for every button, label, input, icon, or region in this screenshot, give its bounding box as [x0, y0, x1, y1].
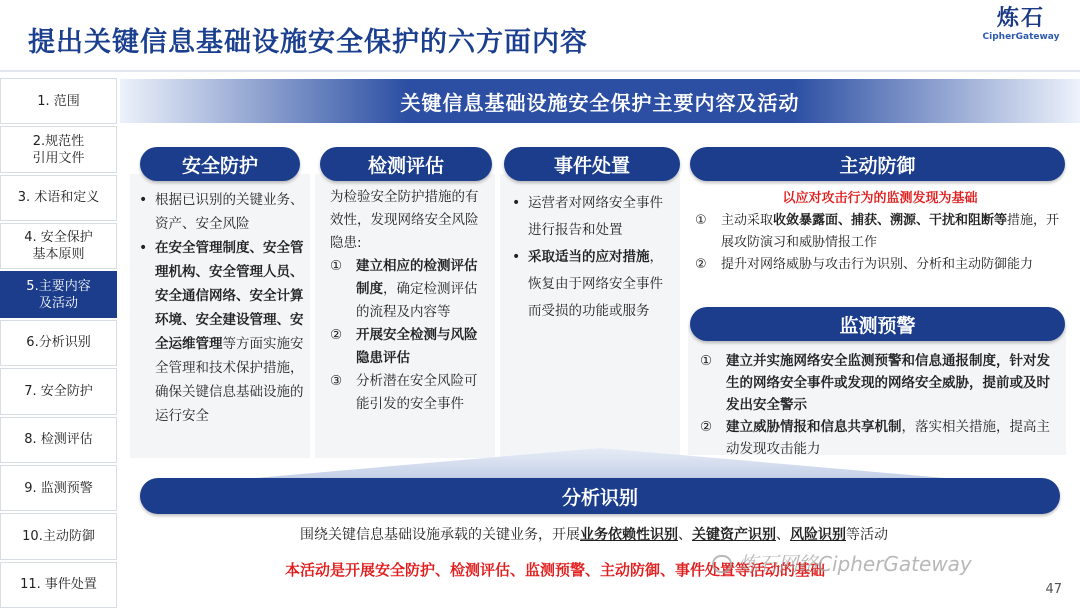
list-item: ① 建立并实施网络安全监测预警和信息通报制度，针对发生的网络安全事件或发现的网络安全威胁，提前或及时发出安全警示	[700, 353, 1050, 413]
heading-monitoring-warning: 监测预警	[690, 307, 1065, 341]
sidebar-item-protection[interactable]	[0, 368, 117, 414]
analysis-description: 围绕关键信息基础设施承载的关键业务，开展业务依赖性识别、关键资产识别、风险识别等活动	[300, 527, 888, 543]
sidebar-item-label: 2.规范性 引用文件	[32, 133, 85, 166]
title-divider	[0, 70, 1080, 72]
list-item: ① 建立相应的检测评估制度，确定检测评估的流程及内容等	[330, 258, 478, 320]
list-item: • 根据已识别的关键业务、资产、安全风险	[135, 188, 310, 236]
sidebar-item-normative-references[interactable]	[0, 126, 117, 172]
list-item: ② 开展安全检测与风险隐患评估	[330, 327, 478, 366]
brand-logo	[976, 6, 1066, 42]
heading-detection-assessment: 检测评估	[320, 147, 492, 181]
list-incident-handling	[508, 190, 673, 325]
block-active-defense	[695, 188, 1065, 276]
page-number: 47	[1045, 582, 1062, 597]
heading-security-protection: 安全防护	[140, 147, 300, 181]
sidebar-item-label: 9. 监测预警	[24, 480, 93, 496]
sidebar-item-label: 8. 检测评估	[24, 432, 93, 448]
watermark-text: 炼石网络CipherGateway	[738, 552, 972, 576]
list-item: ② 建立威胁情报和信息共享机制，落实相关措施，提高主动发现攻击能力	[700, 419, 1050, 457]
heading-incident-handling: 事件处置	[504, 147, 680, 181]
list-item: • 在安全管理制度、安全管理机构、安全管理人员、安全通信网络、安全计算环境、安全建设管理、安全运维管理等方面实施安全管理和技术保护措施，确保关键信息基础设施的运行安全	[135, 236, 310, 428]
sidebar-item-scope[interactable]	[0, 78, 117, 124]
list-item: • 运营者对网络安全事件进行报告和处置	[508, 190, 673, 244]
list-item: ① 主动采取收敛暴露面、捕获、溯源、干扰和阻断等措施，开展攻防演习和威胁情报工作	[695, 213, 1060, 250]
sidebar-item-label: 7. 安全防护	[24, 383, 93, 399]
list-item: ③ 分析潜在安全风险可能引发的安全事件	[330, 373, 478, 412]
sidebar-item-label: 1. 范围	[37, 93, 80, 109]
sidebar-item-assessment[interactable]	[0, 417, 117, 463]
heading-active-defense: 主动防御	[690, 147, 1065, 181]
sidebar-item-analysis[interactable]	[0, 320, 117, 366]
logo-sub-text: CipherGateway	[982, 32, 1060, 42]
sidebar-item-label: 3. 术语和定义	[17, 190, 100, 206]
sidebar-item-active-defense[interactable]	[0, 513, 117, 559]
sidebar-nav	[0, 78, 117, 608]
analysis-foundation-note: 本活动是开展安全防护、检测评估、监测预警、主动防御、事件处置等活动的基础	[285, 561, 826, 579]
list-security-protection	[135, 188, 310, 428]
sidebar-item-main-content[interactable]	[0, 271, 117, 317]
block-detection-assessment	[330, 186, 490, 416]
sidebar-item-incident[interactable]	[0, 562, 117, 608]
sidebar-item-label: 10.主动防御	[22, 528, 95, 544]
list-item: • 采取适当的应对措施，恢复由于网络安全事件而受损的功能或服务	[508, 244, 673, 325]
banner-title: 关键信息基础设施安全保护主要内容及活动	[400, 90, 800, 115]
sidebar-item-terms[interactable]	[0, 175, 117, 221]
sidebar-item-monitoring[interactable]	[0, 465, 117, 511]
sidebar-item-label: 6.分析识别	[26, 335, 91, 351]
heading-analysis-identification: 分析识别	[140, 478, 1060, 514]
sidebar-item-label: 5.主要内容 及活动	[26, 278, 91, 311]
sidebar-item-principles[interactable]	[0, 223, 117, 269]
assessment-intro: 为检验安全防护措施的有效性，发现网络安全风险隐患:	[330, 189, 479, 251]
sidebar-item-label: 4. 安全保护 基本原则	[24, 230, 93, 263]
list-item: ② 提升对网络威胁与攻击行为识别、分析和主动防御能力	[695, 257, 1034, 272]
block-monitoring-warning	[700, 350, 1060, 460]
page-title: 提出关键信息基础设施安全保护的六方面内容	[28, 27, 588, 58]
sidebar-item-label: 11. 事件处置	[20, 577, 97, 593]
logo-main-text: 炼石	[996, 6, 1045, 31]
wechat-icon	[712, 555, 732, 573]
watermark	[712, 548, 972, 577]
section-banner	[120, 79, 1080, 123]
active-defense-subtitle: 以应对攻击行为的监测发现为基础	[782, 191, 978, 206]
